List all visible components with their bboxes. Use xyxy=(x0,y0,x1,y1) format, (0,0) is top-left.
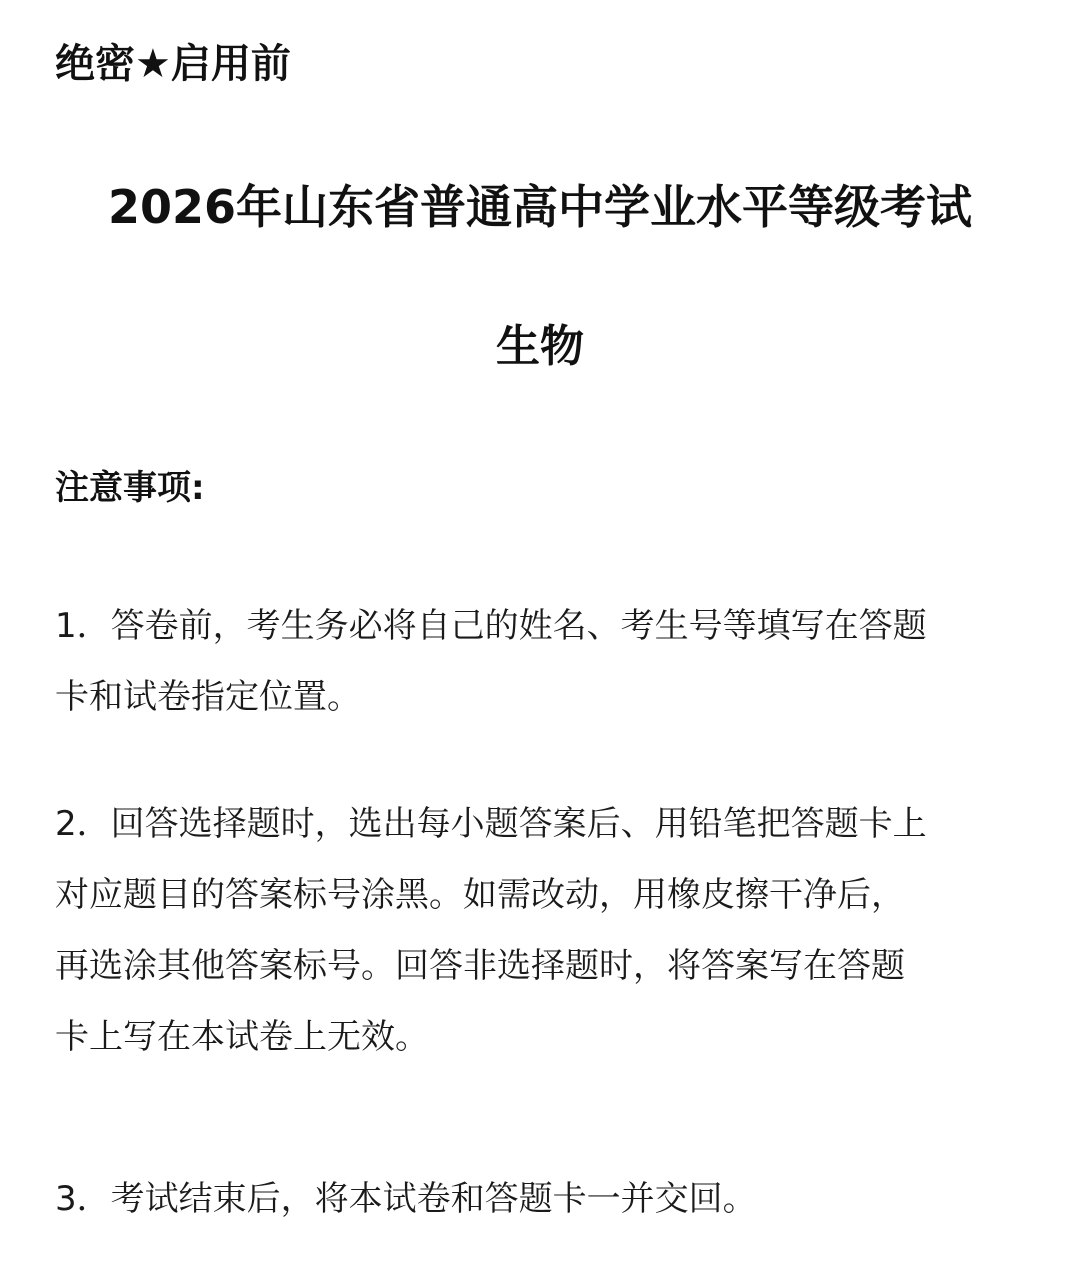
note-item xyxy=(55,1164,1030,1235)
note-line: 1．答卷前，考生务必将自己的姓名、考生号等填写在答题 xyxy=(55,606,927,646)
note-line: 卡和试卷指定位置。 xyxy=(55,677,361,717)
note-item xyxy=(55,591,1030,733)
note-line: 再选涂其他答案标号。回答非选择题时，将答案写在答题 xyxy=(55,946,905,986)
note-item xyxy=(55,789,1030,1073)
notes-heading: 注意事项: xyxy=(55,468,205,508)
subject-title: 生物 xyxy=(496,321,584,372)
classification-label: 绝密★启用前 xyxy=(55,41,291,87)
note-line: 对应题目的答案标号涂黑。如需改动，用橡皮擦干净后， xyxy=(55,875,905,915)
note-line: 2．回答选择题时，选出每小题答案后、用铅笔把答题卡上 xyxy=(55,804,927,844)
exam-title: 2026年山东省普通高中学业水平等级考试 xyxy=(107,180,973,234)
note-line: 3．考试结束后，将本试卷和答题卡一并交回。 xyxy=(55,1179,757,1219)
note-line: 卡上写在本试卷上无效。 xyxy=(55,1017,429,1057)
